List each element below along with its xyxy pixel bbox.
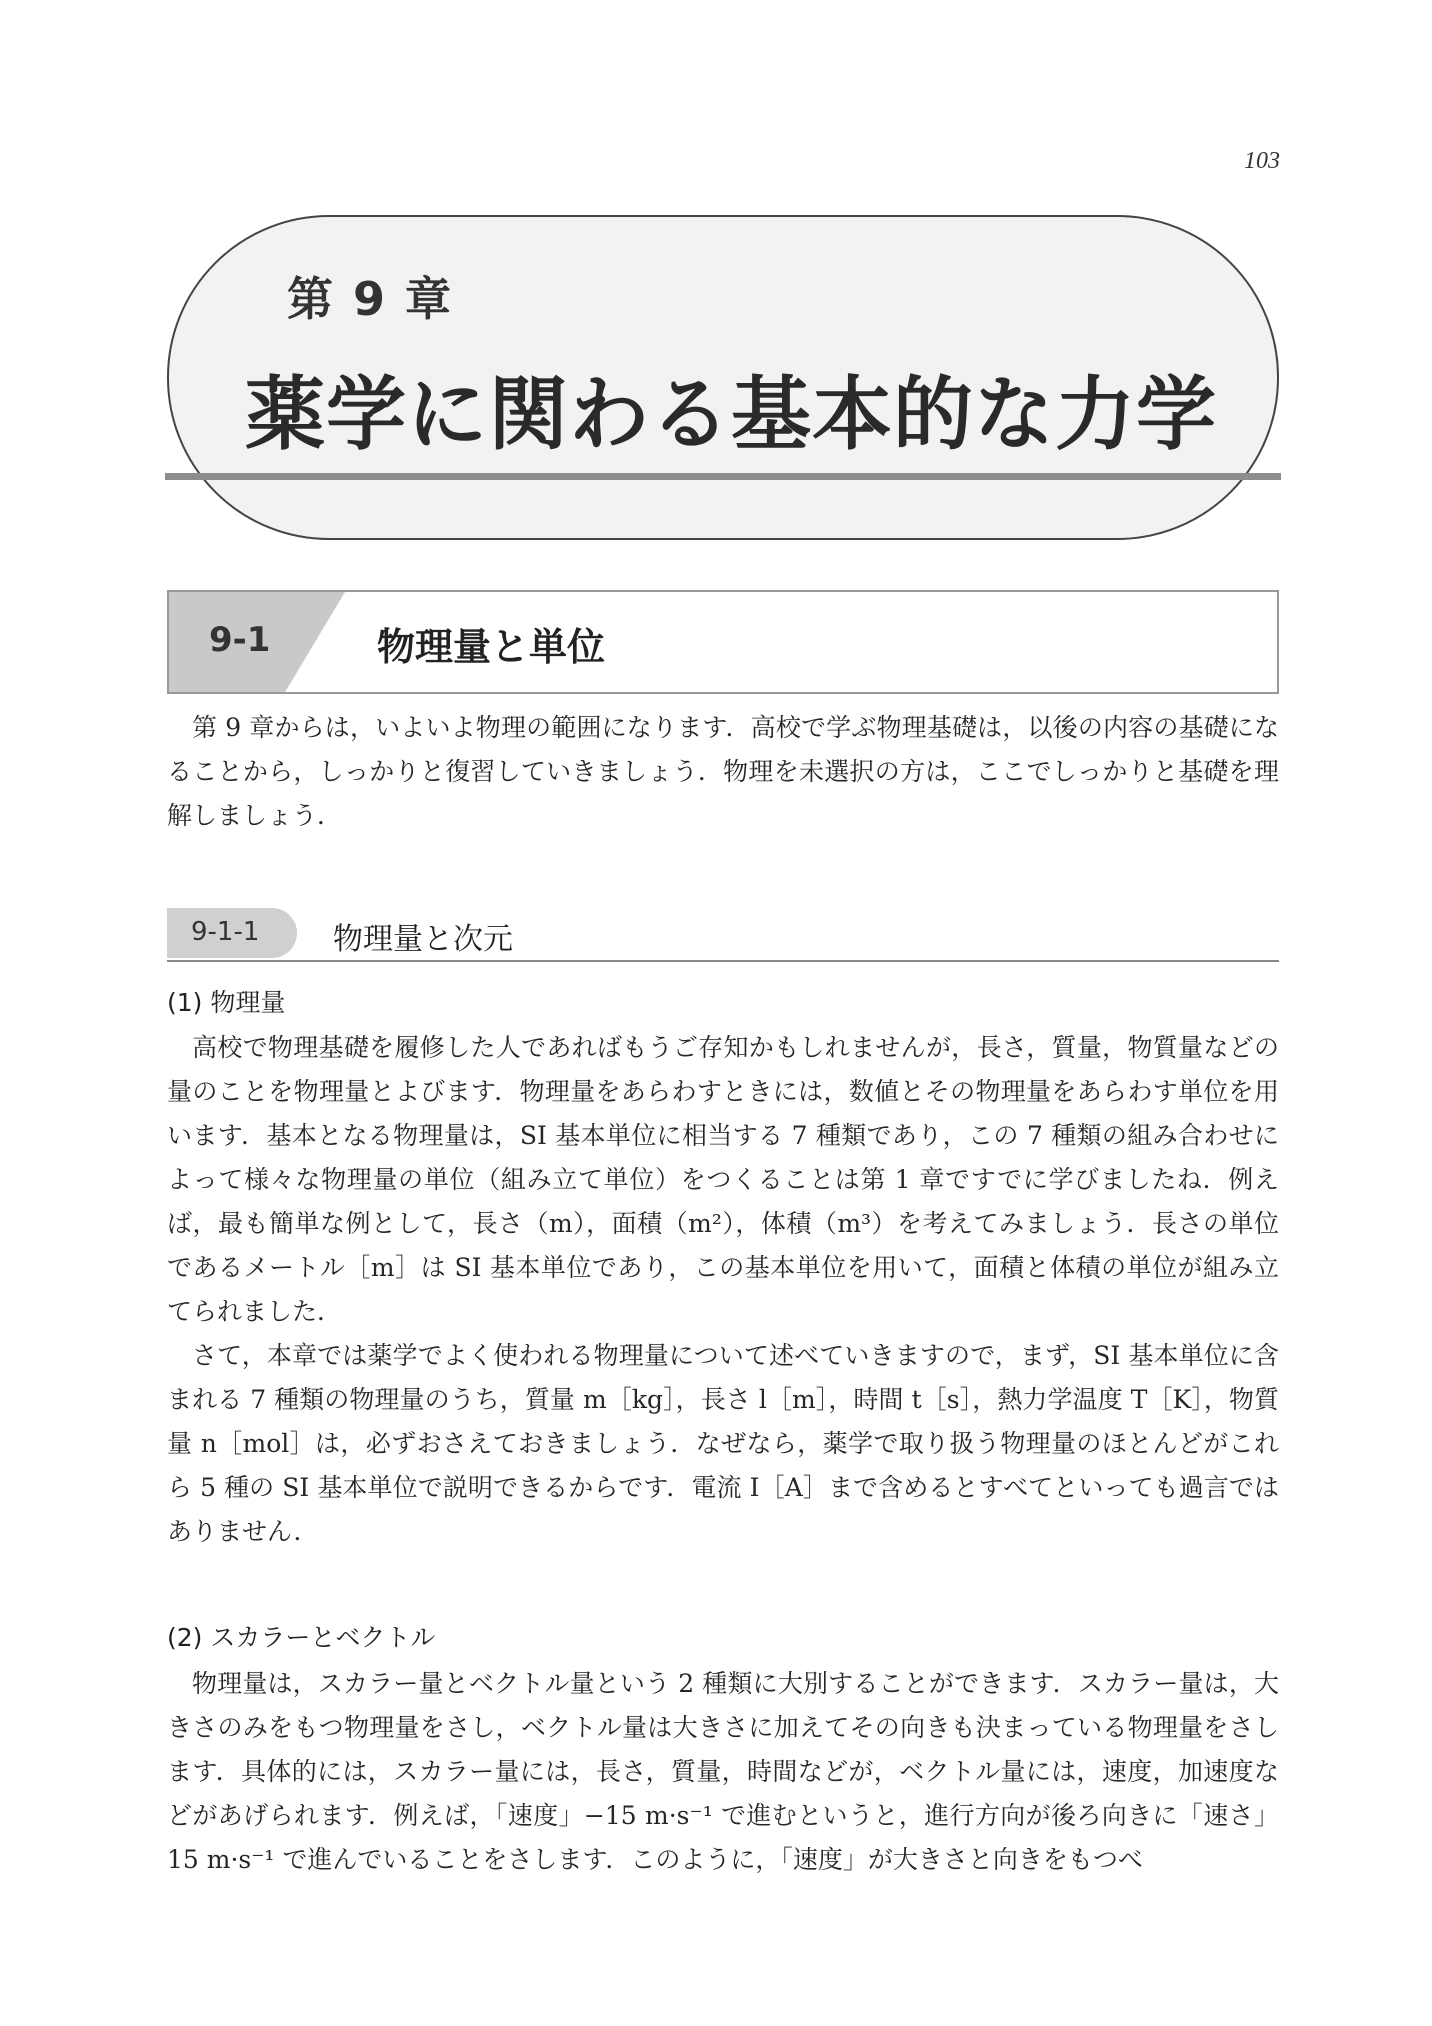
part1-heading: (1) 物理量 [167, 988, 286, 1017]
page-number: 103 [1244, 148, 1280, 174]
section-intro: 第 9 章からは，いよいよ物理の範囲になります．高校で学ぶ物理基礎は，以後の内容の基礎になることから，しっかりと復習していきましょう．物理を未選択の方は，ここでしっかりと基礎を理解しましょう． [167, 713, 1279, 830]
chapter-title: 薬学に関わる基本的な力学 [245, 368, 1217, 461]
chapter-label: 第 9 章 [287, 272, 454, 326]
subsection-title: 物理量と次元 [333, 922, 513, 957]
subsection-rule [167, 960, 1279, 962]
subsection-header [167, 908, 1279, 962]
section-title: 物理量と単位 [377, 625, 606, 669]
section-number: 9-1 [209, 620, 271, 660]
subsection-number: 9-1-1 [191, 917, 260, 947]
part2-heading: (2) スカラーとベクトル [167, 1623, 436, 1652]
part1-paragraph-2: さて，本章では薬学でよく使われる物理量について述べていきますので，まず，SI 基本単位に含まれる 7 種類の物理量のうち，質量 m［kg］，長さ l［m］，時間 t［s］，熱力学温度 T［K］，物質量 n［mol］は，必ずおさえておきましょう．なぜなら，薬学で取り扱う物理量のほとんどがこれら 5 種の SI 基本単位で説明できるからです．電流 I［A］まで含めるとすべてといっても過言ではありません． [167, 1341, 1279, 1546]
section-header [167, 590, 1279, 694]
chapter-banner [167, 215, 1279, 540]
part2-paragraph: 物理量は，スカラー量とベクトル量という 2 種類に大別することができます．スカラー量は，大きさのみをもつ物理量をさし，ベクトル量は大きさに加えてその向きも決まっている物理量をさします．具体的には，スカラー量には，長さ，質量，時間などが，ベクトル量には，速度，加速度などがあげられます．例えば，「速度」−15 m·s⁻¹ で進むというと，進行方向が後ろ向きに「速さ」15 m·s⁻¹ で進んでいることをさします．このように，「速度」が大きさと向きをもつべ [167, 1669, 1279, 1874]
part1-paragraph-1: 高校で物理基礎を履修した人であればもうご存知かもしれませんが，長さ，質量，物質量などの量のことを物理量とよびます．物理量をあらわすときには，数値とその物理量をあらわす単位を用います．基本となる物理量は，SI 基本単位に相当する 7 種類であり，この 7 種類の組み合わせによって様々な物理量の単位（組み立て単位）をつくることは第 1 章ですでに学びましたね．例えば，最も簡単な例として，長さ（m），面積（m²），体積（m³）を考えてみましょう．長さの単位であるメートル［m］は SI 基本単位であり，この基本単位を用いて，面積と体積の単位が組み立てられました． [167, 1033, 1279, 1326]
chapter-rule [165, 473, 1281, 480]
